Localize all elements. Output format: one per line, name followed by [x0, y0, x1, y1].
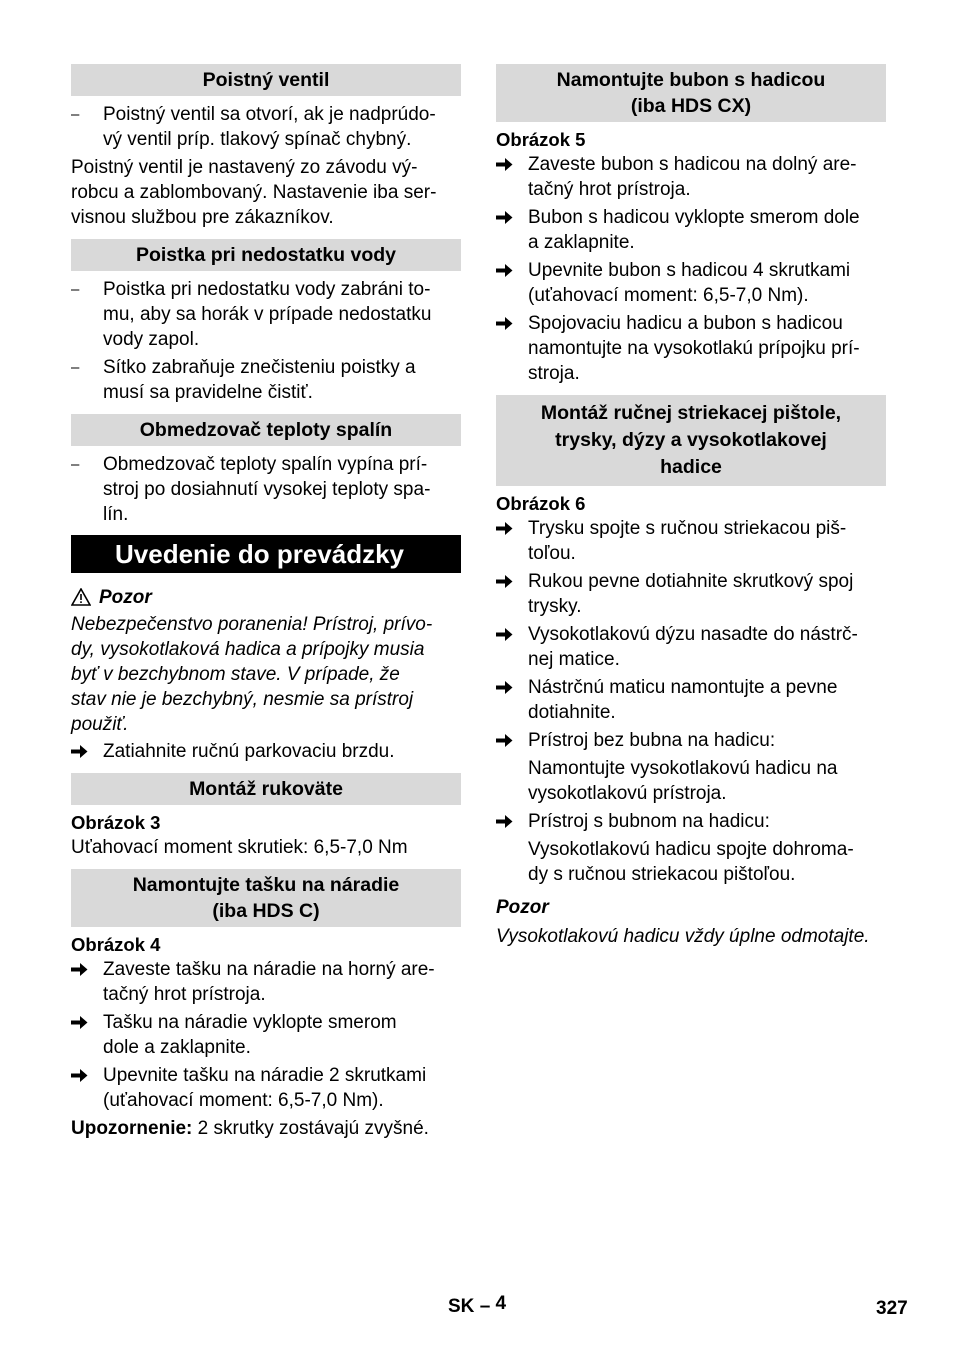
step-item: Zatiahnite ručnú parkovaciu brzdu. — [71, 739, 461, 764]
page-number: 327 — [876, 1298, 908, 1319]
footer-section-label: SK – 4 — [448, 1293, 507, 1317]
right-column — [496, 64, 886, 951]
step-item: Zaveste tašku na náradie na horný are- tačný hrot prístroja. — [71, 957, 461, 1007]
arrow-right-icon — [496, 258, 524, 278]
step-item: Prístroj s bubnom na hadicu: Vysokotlakovú hadicu spojte dohroma- dy s ručnou striekacou pištoľou. — [496, 809, 886, 887]
section-heading-obmedzovac: Obmedzovač teploty spalín — [71, 414, 461, 446]
step-item: Trysku spojte s ručnou striekacou piš- toľou. — [496, 516, 886, 566]
step-item: Vysokotlakovú dýzu nasadte do nástrč- nej matice. — [496, 622, 886, 672]
figure-reference: Obrázok 6 — [496, 493, 586, 514]
section-heading-montaz: Montáž ručnej striekacej pištole, trysky, dýzy a vysokotlakovej hadice — [496, 395, 886, 486]
figure-reference: Obrázok 5 — [496, 129, 586, 150]
chapter-heading-uvedenie: Uvedenie do prevádzky — [71, 535, 461, 573]
arrow-right-icon — [496, 728, 524, 748]
list-item: – Sítko zabraňuje znečisteniu poistky a musí sa pravidelne čistiť. — [71, 357, 416, 403]
step-item: Rukou pevne dotiahnite skrutkový spoj trysky. — [496, 569, 886, 619]
section-heading-poistny-ventil: Poistný ventil — [71, 64, 461, 96]
arrow-right-icon — [71, 739, 99, 759]
dash-bullet: – — [71, 106, 80, 123]
figure-reference: Obrázok 4 — [71, 934, 161, 955]
note: Upozornenie: 2 skrutky zostávajú zvyšné. — [71, 1118, 429, 1139]
step-item: Prístroj bez bubna na hadicu: Namontujte vysokotlakovú hadicu na vysokotlakovú prístroja. — [496, 728, 886, 806]
list-item: – Poistný ventil sa otvorí, ak je nadprúdo- vý ventil príp. tlakový spínač chybný. — [71, 104, 436, 150]
step-item: Bubon s hadicou vyklopte smerom dole a zaklapnite. — [496, 205, 886, 255]
step-item: Tašku na náradie vyklopte smerom dole a zaklapnite. — [71, 1010, 461, 1060]
step-item: Nástrčnú maticu namontujte a pevne dotiahnite. — [496, 675, 886, 725]
step-item: Zaveste bubon s hadicou na dolný are- tačný hrot prístroja. — [496, 152, 886, 202]
figure-reference: Obrázok 3 — [71, 812, 161, 833]
step-item: Upevnite tašku na náradie 2 skrutkami (uťahovací moment: 6,5-7,0 Nm). — [71, 1063, 461, 1113]
dash-bullet: – — [71, 281, 80, 298]
warning-triangle-icon — [71, 588, 91, 606]
arrow-right-icon — [496, 152, 524, 172]
dash-bullet: – — [71, 359, 80, 376]
arrow-right-icon — [496, 311, 524, 331]
left-column — [71, 64, 461, 1143]
paragraph: Poistný ventil je nastavený zo závodu vý- robcu a zablombovaný. Nastavenie iba ser- visnou službou pre zákazníkov. — [71, 157, 437, 228]
caution-text: Vysokotlakovú hadicu vždy úplne odmotajte. — [496, 926, 870, 947]
warning-label: Pozor — [71, 585, 461, 610]
arrow-right-icon — [496, 569, 524, 589]
section-heading-taska: Namontujte tašku na náradie (iba HDS C) — [71, 869, 461, 927]
section-heading-bubon: Namontujte bubon s hadicou (iba HDS CX) — [496, 64, 886, 122]
arrow-right-icon — [71, 957, 99, 977]
caution-label: Pozor — [496, 897, 549, 918]
paragraph: Uťahovací moment skrutiek: 6,5-7,0 Nm — [71, 837, 408, 858]
arrow-right-icon — [496, 205, 524, 225]
step-item: Upevnite bubon s hadicou 4 skrutkami (uťahovací moment: 6,5-7,0 Nm). — [496, 258, 886, 308]
list-item: – Obmedzovač teploty spalín vypína prí- stroj po dosiahnutí vysokej teploty spa- lín. — [71, 454, 431, 525]
section-heading-rukovat: Montáž rukoväte — [71, 773, 461, 805]
arrow-right-icon — [496, 516, 524, 536]
arrow-right-icon — [496, 622, 524, 642]
arrow-right-icon — [496, 809, 524, 829]
arrow-right-icon — [71, 1063, 99, 1083]
warning-text: Nebezpečenstvo poranenia! Prístroj, prívo- dy, vysokotlaková hadica a prípojky musia byť v bezchybnom stave. V prípade, že stav nie je bezchybný, nesmie sa prístroj použiť. — [71, 614, 433, 735]
arrow-right-icon — [496, 675, 524, 695]
list-item: – Poistka pri nedostatku vody zabráni to- mu, aby sa horák v prípade nedostatku vody zapol. — [71, 279, 432, 350]
step-item: Spojovaciu hadicu a bubon s hadicou namontujte na vysokotlakú prípojku prí- stroja. — [496, 311, 886, 386]
arrow-right-icon — [71, 1010, 99, 1030]
section-heading-poistka: Poistka pri nedostatku vody — [71, 239, 461, 271]
dash-bullet: – — [71, 456, 80, 473]
